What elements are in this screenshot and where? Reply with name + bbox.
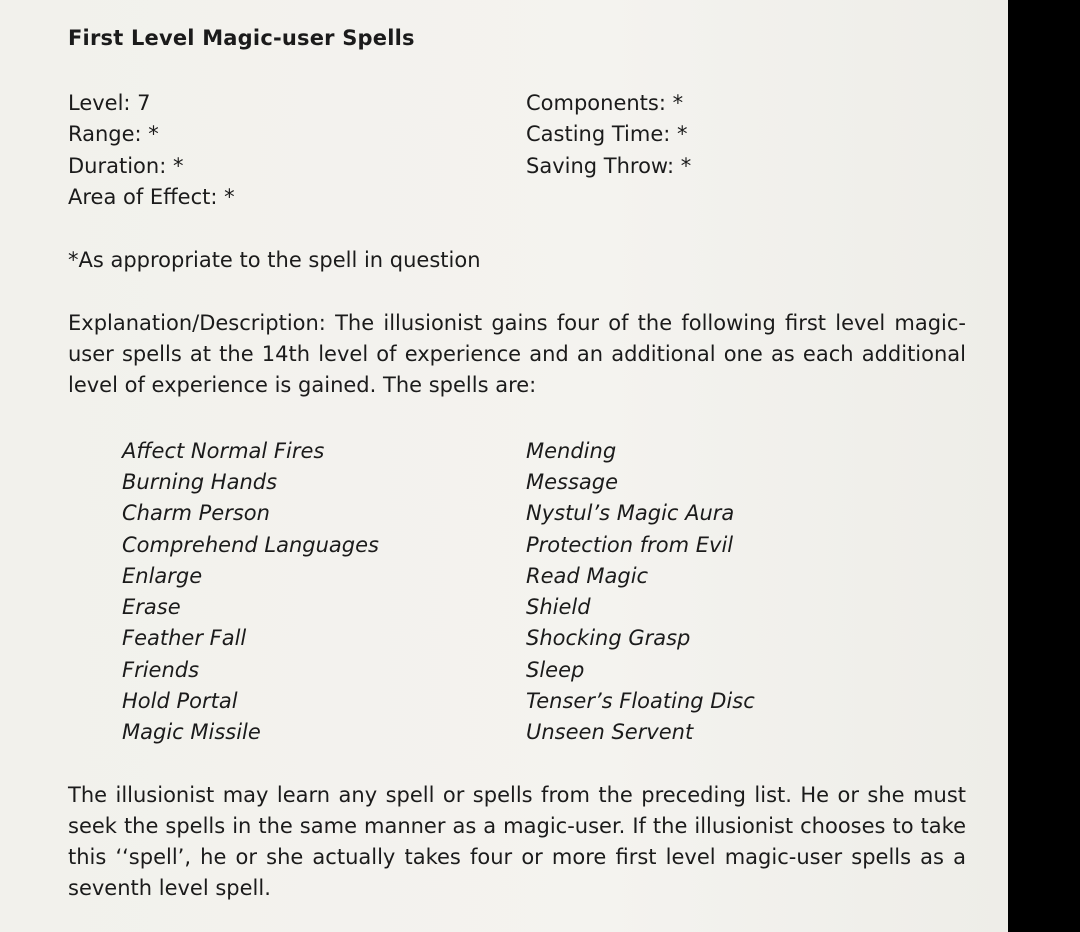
spell-item: Mending [526, 439, 617, 463]
scan-dark-margin [1008, 0, 1080, 932]
spell-item: Erase [122, 595, 181, 619]
spell-item: Read Magic [526, 564, 649, 588]
stat-duration: Duration: * [68, 154, 184, 178]
spell-item: Unseen Servent [526, 720, 694, 744]
spell-item: Sleep [526, 658, 585, 682]
spell-item: Comprehend Languages [122, 533, 379, 557]
spell-item: Shield [526, 595, 591, 619]
spell-item: Friends [122, 658, 200, 682]
spell-item: Tenser’s Floating Disc [526, 689, 755, 713]
spell-item: Feather Fall [122, 626, 247, 650]
spell-item: Protection from Evil [526, 533, 734, 557]
spell-item: Enlarge [122, 564, 203, 588]
spell-item: Hold Portal [122, 689, 238, 713]
spell-item: Nystul’s Magic Aura [526, 501, 735, 525]
stat-area-of-effect: Area of Effect: * [68, 185, 235, 209]
spell-item: Message [526, 470, 619, 494]
spell-item: Burning Hands [122, 470, 278, 494]
stat-saving-throw: Saving Throw: * [526, 154, 692, 178]
description-paragraph: Explanation/Description: The illusionist gains four of the following first level magic-user spells at the 14th level of experience and an additional one as each additional level of experience is gained. The spells are: [68, 311, 966, 397]
stat-range: Range: * [68, 122, 159, 146]
stat-components: Components: * [526, 91, 684, 115]
footnote: *As appropriate to the spell in question [68, 248, 481, 272]
closing-paragraph: The illusionist may learn any spell or spells from the preceding list. He or she must seek the spells in the same manner as a magic-user. If the illusionist chooses to take this ‘‘spell’, he or she actually takes four or more first level magic-user spells as a seventh level spell. [68, 783, 966, 900]
spell-item: Charm Person [122, 501, 270, 525]
spell-item: Magic Missile [122, 720, 261, 744]
page-title: First Level Magic-user Spells [68, 26, 415, 50]
spell-item: Affect Normal Fires [122, 439, 325, 463]
spell-item: Shocking Grasp [526, 626, 691, 650]
stat-casting-time: Casting Time: * [526, 122, 688, 146]
stat-level: Level: 7 [68, 91, 151, 115]
